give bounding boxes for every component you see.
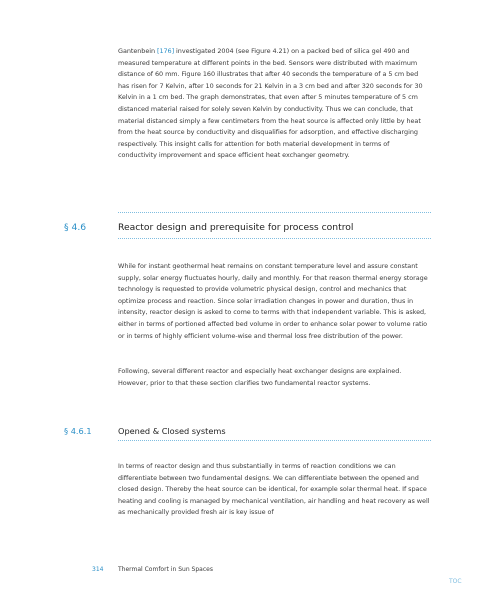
section-divider-bottom [118, 238, 431, 239]
footer-book-title: Thermal Comfort in Sun Spaces [118, 566, 213, 573]
subsection-title: Opened & Closed systems [118, 426, 226, 436]
intro-text: investigated 2004 (see Figure 4.21) on a packed bed of silica gel 490 and measured temperature at different points in the bed. Sensors were distributed with maximum distance of 60 mm. Figure 160 illustrates that after 40 seconds the temperature of a 5 cm bed has risen for 7 Kelvin, after 10 seconds for 21 Kelvin in a 3 cm bed and after 320 seconds for 30 Kelvin in a 1 cm bed. The graph demonstrates, that even after 5 minutes temperature of 5 cm distanced material raised for solely seven Kelvin by conductivity. Thus we can conclude, that material distanced simply a few centimeters from the heat source is affected only little by heat from the heat source by conductivity and disqualifies for adsorption, and effective discharging respectively. This insight calls for attention for both material development in terms of conductivity improvement and space efficient heat exchanger geometry. [118, 47, 423, 160]
subsection-number: § 4.6.1 [64, 426, 92, 436]
subsection-paragraph-1: In terms of reactor design and thus substantially in terms of reaction conditions we can differentiate between two fundamental designs. We can differentiate between the opened and closed design. Thereby the heat source can be identical, for example solar thermal heat. If space heating and cooling is managed by mechanical ventilation, air handling and heat recovery as well as mechanically provided fresh air is key issue of [118, 462, 430, 517]
toc-link[interactable]: TOC [449, 578, 462, 585]
citation-link[interactable]: [176] [157, 47, 175, 55]
subsection-divider [118, 440, 431, 441]
section-number: § 4.6 [64, 222, 87, 233]
intro-paragraph [118, 46, 430, 162]
section-divider-top [118, 212, 431, 213]
page-number: 314 [92, 566, 104, 573]
section-paragraph-2: Following, several different reactor and especially heat exchanger designs are explained. However, prior to that these section clarifies two fundamental reactor systems. [118, 367, 402, 387]
section-paragraph-1: While for instant geothermal heat remains on constant temperature level and assure constant supply, solar energy fluctuates hourly, daily and monthly. For that reason thermal energy storage technology is requested to provide volumetric physical design, control and mechanics that optimize process and reaction. Since solar irradiation changes in power and duration, thus in intensity, reactor design is asked to come to terms with that independent variable. This is asked, either in terms of portioned affected bed volume in order to enhance solar power to volume ratio or in terms of highly efficient volume-wise and thermal loss free distribution of the power. [118, 262, 428, 340]
intro-author: Gantenbein [118, 47, 157, 55]
section-title: Reactor design and prerequisite for process control [118, 222, 354, 233]
